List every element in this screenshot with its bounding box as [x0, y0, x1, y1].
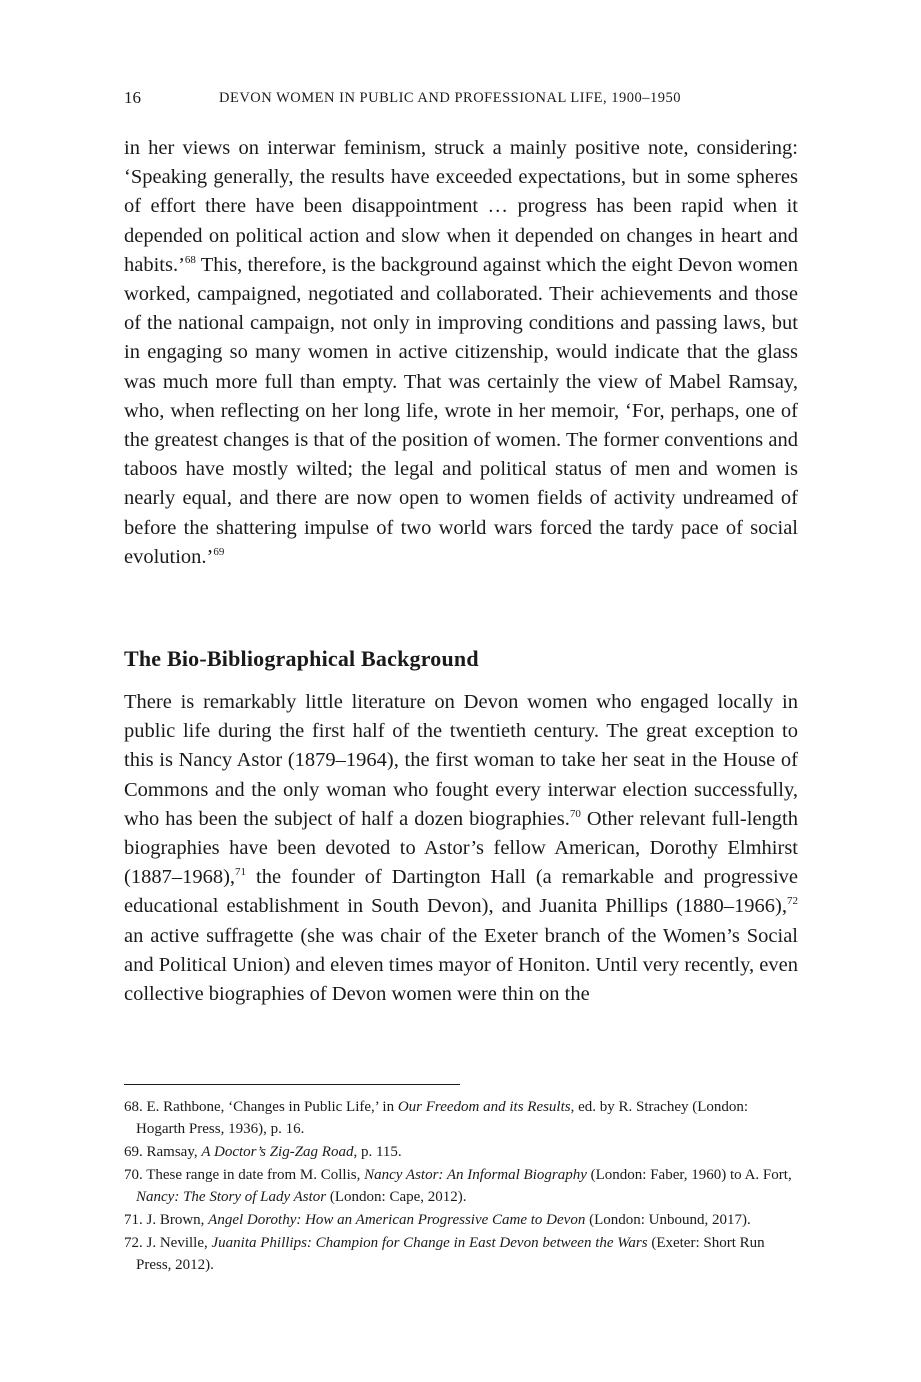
footnote-divider [124, 1084, 460, 1085]
footnote-68 [124, 1096, 798, 1140]
footnote-number: 72. [124, 1235, 143, 1251]
footnote-title: Angel Dorothy: How an American Progressive Came to Devon [208, 1212, 586, 1228]
footnote-title: Nancy Astor: An Informal Biography [364, 1167, 587, 1183]
footnote-title: Juanita Phillips: Champion for Change in East Devon between the Wars [211, 1235, 648, 1251]
paragraph-text: in her views on interwar feminism, struck a mainly positive note, considering: ‘Speaking generally, the results have exceeded expectations, but in some spheres of effort there have been disappointment … progress has been rapid when it depended on political action and slow when it depended on changes in heart and habits.’ [124, 137, 798, 276]
footnote-number: 69. [124, 1144, 143, 1160]
footnotes-list [124, 1096, 798, 1277]
footnote-ref-70[interactable]: 70 [569, 807, 581, 820]
footnote-number: 71. [124, 1212, 143, 1228]
running-title: DEVON WOMEN IN PUBLIC AND PROFESSIONAL LIFE, 1900–1950 [219, 90, 682, 106]
paragraph-text: Other relevant full-length biographies have been devoted to Astor’s fellow American, Dorothy Elmhirst (1887–1968), [124, 807, 798, 889]
footnote-72 [124, 1232, 798, 1276]
paragraph-text: There is remarkably little literature on Devon women who engaged locally in public life during the first half of the twentieth century. The great exception to this is Nancy Astor (1879–1964), the first woman to take her seat in the House of Commons and the only woman who fought every interwar election successfully, who has been the subject of half a dozen biographies. [124, 691, 798, 830]
footnote-number: 70. [124, 1167, 143, 1183]
footnote-ref-68[interactable]: 68 [184, 253, 196, 266]
paragraph-text: This, therefore, is the background against which the eight Devon women worked, campaigned, negotiated and collaborated. Their achievements and those of the national campaign, not only in improving conditions and passing laws, but in engaging so many women in active citizenship, would indicate that the glass was much more full than empty. That was certainly the view of Mabel Ramsay, who, when reflecting on her long life, wrote in her memoir, ‘For, perhaps, one of the greatest changes is that of the position of women. The former conventions and taboos have mostly wilted; the legal and political status of men and women is nearly equal, and there are now open to women fields of activity undreamed of before the shattering impulse of two world wars forced the tardy pace of social evolution.’ [124, 253, 798, 568]
footnote-title: Nancy: The Story of Lady Astor [136, 1189, 327, 1205]
footnote-text: , ed. by R. Strachey (London: Hogarth Press, 1936), p. 16. [136, 1099, 749, 1137]
footnote-title: Our Freedom and its Results [397, 1099, 571, 1115]
footnote-text: Ramsay, [146, 1144, 202, 1160]
footnote-70 [124, 1164, 798, 1208]
footnote-ref-71[interactable]: 71 [235, 866, 247, 879]
footnote-71 [124, 1209, 798, 1231]
paragraph-text: the founder of Dartington Hall (a remarkable and progressive educational establishment in South Devon), and Juanita Phillips (1880–1966), [124, 866, 798, 918]
footnote-text: J. Neville, [146, 1235, 212, 1251]
footnote-text: (London: Faber, 1960) to A. Fort, [586, 1167, 792, 1183]
footnote-text: J. Brown, [146, 1212, 209, 1228]
section-heading: The Bio-Bibliographical Background [124, 646, 479, 671]
footnote-ref-72[interactable]: 72 [787, 895, 798, 908]
footnote-number: 68. [124, 1099, 143, 1115]
body-paragraph-1 [124, 134, 798, 572]
footnote-text: These range in date from M. Collis, [146, 1167, 365, 1183]
footnote-title: A Doctor’s Zig-Zag Road [201, 1144, 354, 1160]
footnote-text: , p. 115. [353, 1144, 402, 1160]
paragraph-text: an active suffragette (she was chair of the Exeter branch of the Women’s Social and Political Union) and eleven times mayor of Honiton. Until very recently, even collective biographies of Devon women were thin on the [124, 924, 798, 1006]
footnote-text: (Exeter: Short Run Press, 2012). [136, 1235, 765, 1273]
footnote-69 [124, 1141, 798, 1163]
footnote-text: E. Rathbone, ‘Changes in Public Life,’ in [146, 1099, 398, 1115]
page-number: 16 [124, 88, 141, 107]
footnote-text: (London: Unbound, 2017). [585, 1212, 751, 1228]
body-paragraph-2 [124, 688, 798, 1009]
footnote-ref-69[interactable]: 69 [213, 546, 225, 559]
footnote-text: (London: Cape, 2012). [326, 1189, 467, 1205]
